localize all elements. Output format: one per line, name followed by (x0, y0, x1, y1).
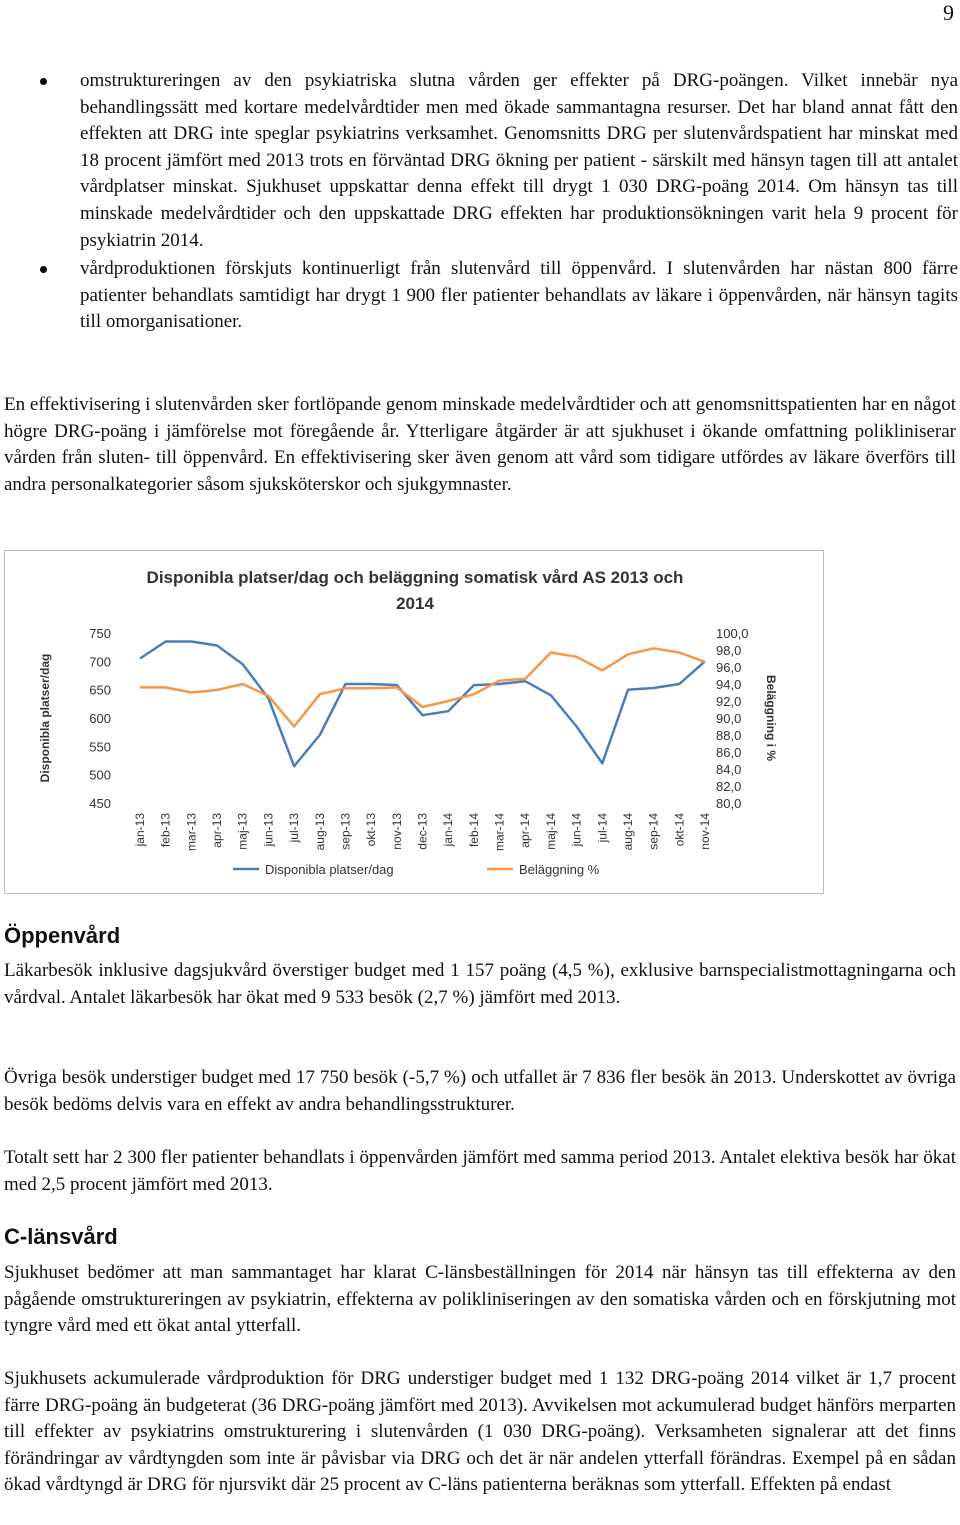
y-left-tick-label: 550 (89, 739, 111, 755)
x-tick-label: sep-13 (338, 813, 353, 850)
heading-clansvard: C-länsvård (4, 1224, 118, 1249)
paragraph-oppenvard-2: Övriga besök understiger budget med 17 750 besök (-5,7 %) och utfallet är 7 836 fler besök än 2013. Underskottet av övriga besök bedöms delvis vara en effekt av andra behandlingsstrukturer. (4, 1067, 956, 1115)
heading-oppenvard: Öppenvård (4, 923, 121, 948)
legend-label-1: Disponibla platser/dag (265, 862, 394, 877)
x-tick-label: nov-14 (698, 813, 712, 850)
x-tick-label: maj-14 (543, 813, 558, 850)
x-tick-label: apr-14 (518, 813, 533, 848)
y-right-tick-label: 94,0 (716, 677, 742, 692)
y-left-tick-label: 700 (89, 654, 111, 670)
x-tick-label: okt-14 (672, 813, 687, 847)
y-left-tick-label: 600 (89, 711, 111, 726)
chart-title: Disponibla platser/dag och beläggning somatisk vård AS 2013 och 2014 (146, 568, 684, 613)
paragraph-oppenvard-3: Totalt sett har 2 300 fler patienter behandlats i öppenvården jämfört med samma period 2013. Antalet elektiva besök har ökat med 2,5 procent jämfört med 2013. (4, 1147, 956, 1195)
y-right-tick-label: 98,0 (716, 643, 742, 658)
page-number: 9 (943, 0, 954, 25)
y-right-tick-label: 96,0 (716, 660, 742, 675)
y-left-tick-label: 650 (89, 682, 111, 698)
bullet-dot-icon (40, 78, 47, 85)
paragraph-clansvard-1: Sjukhuset bedömer att man sammantaget har klarat C-länsbeställningen för 2014 när hänsyn tas till effekterna av den pågående omstruktureringen av psykiatrin, effekterna av polikliniseringen av den somatiska vården och en förskjutning mot tyngre vård med ett ökat antal ytterfall. (4, 1262, 956, 1337)
chart-frame (4, 550, 824, 894)
y-left-tick-label: 450 (89, 796, 111, 811)
x-tick-label: okt-13 (364, 813, 379, 847)
x-tick-label: jan-14 (441, 813, 456, 847)
bullet-item (0, 68, 958, 254)
x-tick-label: jun-14 (569, 813, 584, 847)
paragraph-effektivisering: En effektivisering i slutenvården sker fortlöpande genom minskade medelvårdtider och att genomsnittspatienten har en något högre DRG-poäng i jämförelse mot föregående år. Ytterligare åtgärder är att sjukhuset i ökande omfattning polikliniserar vården från sluten- till öppenvård. En effektivisering sker även genom att vård som tidigare utfördes av läkare överförs till andra personalkategorier såsom sjuksköterskor och sjukgymnaster. (4, 394, 956, 495)
legend-label-2: Beläggning % (519, 862, 600, 877)
y-right-tick-label: 80,0 (716, 796, 742, 811)
y-right-tick-label: 90,0 (716, 711, 742, 726)
x-tick-label: sep-14 (646, 813, 661, 850)
x-tick-label: feb-13 (158, 813, 173, 848)
y-left-axis-title: Disponibla platser/dag (38, 653, 52, 783)
paragraph-clansvard-2: Sjukhusets ackumulerade vårdproduktion för DRG understiger budget med 1 132 DRG-poäng 2014 vilket är 1,7 procent färre DRG-poäng än budgeterat (36 DRG-poäng jämfört med 2013). Avvikelsen mot ackumulerad budget hänförs merparten till effekter av psykiatrins omstrukturering i slutenvården (1 030 DRG-poäng). Verksamheten signalerar att det finns förändringar av vårdtyngden som inte är påvisbar via DRG och det är när andelen ytterfall förändras. Exempel på en sådan ökad vårdtyngd är DRG för njursvikt där 25 procent av C-läns patienterna beräknas som ytterfall. Effekten på endast (4, 1368, 956, 1496)
x-tick-label: aug-13 (312, 813, 327, 851)
bullet-text: omstruktureringen av den psykiatriska slutna vården ger effekter på DRG-poängen. Vilket innebär nya behandlingssätt med kortare medelvårdtider men med ökade sammantagna resurser. Det har bland annat fått den effekten att DRG inte speglar psykiatrins verksamhet. Genomsnitts DRG per slutenvårdspatient har minskat med 18 procent jämfört med 2013 trots en förväntad DRG ökning per patient - särskilt med hänsyn tagen till att antalet vårdplatser minskat. Sjukhuset uppskattar denna effekt till drygt 1 030 DRG-poäng 2014. Om hänsyn tas till minskade medelvårdtider och den uppskattade DRG effekten har produktionsökningen varit hela 9 procent för psykiatrin 2014. (80, 70, 958, 251)
x-tick-label: jun-13 (261, 813, 276, 847)
x-tick-label: feb-14 (466, 813, 481, 848)
x-tick-label: jan-13 (133, 813, 147, 847)
x-tick-label: jul-14 (595, 813, 610, 843)
y-right-tick-label: 86,0 (716, 745, 742, 760)
x-tick-label: maj-13 (235, 813, 250, 850)
y-right-tick-label: 84,0 (716, 762, 742, 777)
bullet-list (0, 68, 958, 338)
y-left-tick-label: 750 (89, 626, 111, 641)
x-tick-label: dec-13 (415, 813, 430, 850)
y-right-axis-title: Beläggning i % (764, 674, 778, 762)
bullet-text: vårdproduktionen förskjuts kontinuerligt från slutenvård till öppenvård. I slutenvården har nästan 800 färre patienter behandlats samtidigt har drygt 1 900 fler patienter behandlats av läkare i öppenvården, när hänsyn tagits till omorganisationer. (80, 258, 958, 333)
line-chart (5, 551, 823, 893)
y-right-tick-label: 92,0 (716, 694, 742, 709)
x-tick-label: mar-14 (492, 813, 507, 852)
x-tick-label: mar-13 (184, 813, 199, 852)
bullet-item (0, 256, 958, 336)
x-tick-label: aug-14 (620, 813, 635, 851)
bullet-dot-icon (40, 266, 47, 273)
x-tick-label: jul-13 (287, 813, 302, 843)
x-tick-label: nov-13 (389, 813, 404, 850)
paragraph-oppenvard-1: Läkarbesök inklusive dagsjukvård överstiger budget med 1 157 poäng (4,5 %), exklusive barnspecialistmottagningarna och vårdval. Antalet läkarbesök har ökat med 9 533 besök (2,7 %) jämfört med 2013. (4, 960, 956, 1008)
y-left-tick-label: 500 (89, 767, 111, 783)
y-right-tick-label: 82,0 (716, 779, 742, 794)
x-tick-label: apr-13 (210, 813, 225, 848)
y-right-tick-label: 100,0 (716, 626, 749, 641)
y-right-tick-label: 88,0 (716, 728, 742, 743)
